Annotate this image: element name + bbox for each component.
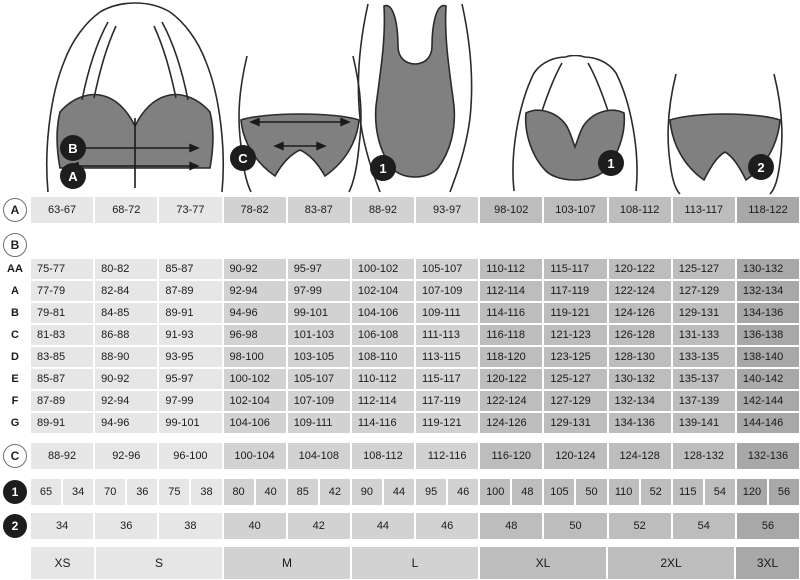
grid-cell: 124-126 xyxy=(608,302,672,324)
row-B-label-wrap xyxy=(0,232,30,258)
size-cell-l: L xyxy=(351,546,479,580)
row-A-label: A xyxy=(3,198,27,222)
grid-cell: 110-112 xyxy=(351,368,415,390)
row-1-pair xyxy=(351,478,415,506)
row-2-cell: 54 xyxy=(672,512,736,540)
row-1-cell: 120 xyxy=(736,478,768,506)
grid-cell: 118-120 xyxy=(479,346,543,368)
row-2-cell: 46 xyxy=(415,512,479,540)
grid-cell: 91-93 xyxy=(158,324,222,346)
row-sizes-cells xyxy=(30,546,800,580)
grid-cell: 90-92 xyxy=(94,368,158,390)
figure-swimsuit xyxy=(340,0,490,196)
row-1-cell: 50 xyxy=(575,478,607,506)
grid-cell: 119-121 xyxy=(543,302,607,324)
row-C-cell: 96-100 xyxy=(158,442,222,470)
grid-cell: 109-111 xyxy=(415,302,479,324)
row-A-cell: 118-122 xyxy=(736,196,800,224)
row-C-cell: 88-92 xyxy=(30,442,94,470)
grid-cell: 129-131 xyxy=(543,412,607,434)
row-2-cell: 52 xyxy=(608,512,672,540)
grid-cell: 85-87 xyxy=(158,258,222,280)
grid-cell: 122-124 xyxy=(608,280,672,302)
row-C xyxy=(0,442,800,470)
row-1-cell: 90 xyxy=(351,478,383,506)
grid-cell: 85-87 xyxy=(30,368,94,390)
size-cell-3xl: 3XL xyxy=(735,546,800,580)
row-1-cell: 38 xyxy=(190,478,222,506)
row-2 xyxy=(0,512,800,540)
grid-cell: 94-96 xyxy=(223,302,287,324)
row-C-label-wrap xyxy=(0,442,30,470)
grid-cell: 142-144 xyxy=(736,390,800,412)
grid-cell: 116-118 xyxy=(479,324,543,346)
row-1-cell: 44 xyxy=(383,478,415,506)
grid-cell: 87-89 xyxy=(30,390,94,412)
row-1-cell: 110 xyxy=(608,478,640,506)
grid-cell: 132-134 xyxy=(736,280,800,302)
grid-cell: 88-90 xyxy=(94,346,158,368)
row-1-label-wrap xyxy=(0,478,30,506)
cup-label: G xyxy=(0,412,30,434)
grid-cell: 119-121 xyxy=(415,412,479,434)
figure-bra-front xyxy=(30,0,240,196)
row-2-label-wrap xyxy=(0,512,30,540)
grid-cell: 77-79 xyxy=(30,280,94,302)
grid-cell: 105-107 xyxy=(287,368,351,390)
grid-cell: 106-108 xyxy=(351,324,415,346)
grid-cell: 114-116 xyxy=(351,412,415,434)
row-2-cell: 42 xyxy=(287,512,351,540)
grid-cell: 123-125 xyxy=(543,346,607,368)
grid-cell: 127-129 xyxy=(672,280,736,302)
grid-cell: 132-134 xyxy=(608,390,672,412)
grid-cell: 133-135 xyxy=(672,346,736,368)
grid-cell: 84-85 xyxy=(94,302,158,324)
size-cell-2xl: 2XL xyxy=(607,546,735,580)
grid-cell: 93-95 xyxy=(158,346,222,368)
cup-label: C xyxy=(0,324,30,346)
grid-cell: 124-126 xyxy=(479,412,543,434)
grid-cell: 92-94 xyxy=(94,390,158,412)
row-1-cell: 52 xyxy=(640,478,672,506)
spacer xyxy=(0,470,800,478)
badge-2-bikini-bottom: 2 xyxy=(748,154,774,180)
grid-cell: 107-109 xyxy=(287,390,351,412)
grid-cell: 97-99 xyxy=(287,280,351,302)
grid-cell: 83-85 xyxy=(30,346,94,368)
grid-row xyxy=(0,302,800,324)
row-C-cell: 108-112 xyxy=(351,442,415,470)
grid-cell: 94-96 xyxy=(94,412,158,434)
row-A-cell: 88-92 xyxy=(351,196,415,224)
grid-cell: 130-132 xyxy=(736,258,800,280)
cup-label: D xyxy=(0,346,30,368)
grid-cell: 96-98 xyxy=(223,324,287,346)
row-sizes-label-wrap xyxy=(0,546,30,580)
size-cell-m: M xyxy=(223,546,351,580)
row-1-cell: 100 xyxy=(479,478,511,506)
row-A-cell: 63-67 xyxy=(30,196,94,224)
badge-C: C xyxy=(230,145,256,171)
grid-cell: 122-124 xyxy=(479,390,543,412)
row-2-cell: 44 xyxy=(351,512,415,540)
grid-cell: 99-101 xyxy=(158,412,222,434)
spacer xyxy=(0,224,800,232)
grid-cell: 92-94 xyxy=(223,280,287,302)
grid-cell: 117-119 xyxy=(415,390,479,412)
grid-cell: 139-141 xyxy=(672,412,736,434)
figure-bikini-top xyxy=(500,55,650,195)
grid-cell: 82-84 xyxy=(94,280,158,302)
row-2-cell: 38 xyxy=(158,512,222,540)
row-1 xyxy=(0,478,800,506)
row-1-cell: 75 xyxy=(158,478,190,506)
cup-label: B xyxy=(0,302,30,324)
grid-cell: 114-116 xyxy=(479,302,543,324)
row-B-label: B xyxy=(3,233,27,257)
row-C-cell: 116-120 xyxy=(479,442,543,470)
grid-cell: 105-107 xyxy=(415,258,479,280)
grid-cell: 140-142 xyxy=(736,368,800,390)
grid-row xyxy=(0,368,800,390)
row-A xyxy=(0,196,800,224)
grid-cell: 79-81 xyxy=(30,302,94,324)
row-C-cells xyxy=(30,442,800,470)
row-C-cell: 92-96 xyxy=(94,442,158,470)
size-cell-s: S xyxy=(95,546,223,580)
row-sizes xyxy=(0,546,800,580)
row-1-cell: 56 xyxy=(768,478,800,506)
spacer xyxy=(0,434,800,442)
row-1-cell: 65 xyxy=(30,478,62,506)
grid-cell: 80-82 xyxy=(94,258,158,280)
size-cell-xs: XS xyxy=(30,546,95,580)
grid-cell: 117-119 xyxy=(543,280,607,302)
grid-cell: 101-103 xyxy=(287,324,351,346)
illustration-area xyxy=(0,0,800,196)
row-1-pair xyxy=(608,478,672,506)
row-A-cell: 108-112 xyxy=(608,196,672,224)
row-C-cell: 120-124 xyxy=(543,442,607,470)
grid-cell: 89-91 xyxy=(158,302,222,324)
row-A-cell: 93-97 xyxy=(415,196,479,224)
cup-size-grid xyxy=(0,258,800,434)
row-1-label: 1 xyxy=(3,480,27,504)
grid-cell: 112-114 xyxy=(351,390,415,412)
grid-cell: 144-146 xyxy=(736,412,800,434)
cup-label: F xyxy=(0,390,30,412)
grid-cell: 134-136 xyxy=(736,302,800,324)
row-2-cell: 34 xyxy=(30,512,94,540)
row-2-cell: 56 xyxy=(736,512,800,540)
grid-row xyxy=(0,324,800,346)
grid-cell: 135-137 xyxy=(672,368,736,390)
grid-cell: 127-129 xyxy=(543,390,607,412)
row-1-pair xyxy=(543,478,607,506)
row-1-pair xyxy=(672,478,736,506)
grid-cell: 134-136 xyxy=(608,412,672,434)
row-A-cell: 113-117 xyxy=(672,196,736,224)
grid-cell: 109-111 xyxy=(287,412,351,434)
grid-cell: 98-100 xyxy=(223,346,287,368)
grid-cell: 81-83 xyxy=(30,324,94,346)
row-2-cell: 36 xyxy=(94,512,158,540)
row-1-cell: 70 xyxy=(94,478,126,506)
grid-cell: 95-97 xyxy=(287,258,351,280)
cup-label: A xyxy=(0,280,30,302)
row-1-cells xyxy=(30,478,800,506)
grid-cell: 121-123 xyxy=(543,324,607,346)
row-A-cell: 68-72 xyxy=(94,196,158,224)
grid-cell: 113-115 xyxy=(415,346,479,368)
row-1-pair xyxy=(158,478,222,506)
grid-cell: 111-113 xyxy=(415,324,479,346)
grid-cell: 75-77 xyxy=(30,258,94,280)
row-A-cells xyxy=(30,196,800,224)
grid-cell: 112-114 xyxy=(479,280,543,302)
row-2-label: 2 xyxy=(3,514,27,538)
grid-cell: 137-139 xyxy=(672,390,736,412)
grid-cell: 108-110 xyxy=(351,346,415,368)
row-B-header xyxy=(0,232,800,258)
row-1-cell: 54 xyxy=(704,478,736,506)
size-cell-xl: XL xyxy=(479,546,607,580)
grid-cell: 120-122 xyxy=(479,368,543,390)
grid-row xyxy=(0,412,800,434)
row-1-pair xyxy=(736,478,800,506)
grid-cell: 130-132 xyxy=(608,368,672,390)
grid-cell: 129-131 xyxy=(672,302,736,324)
grid-cell: 89-91 xyxy=(30,412,94,434)
row-1-pair xyxy=(30,478,94,506)
row-C-cell: 100-104 xyxy=(223,442,287,470)
row-C-cell: 104-108 xyxy=(287,442,351,470)
grid-cell: 102-104 xyxy=(351,280,415,302)
row-A-cell: 73-77 xyxy=(158,196,222,224)
row-A-cell: 98-102 xyxy=(479,196,543,224)
row-2-cell: 50 xyxy=(543,512,607,540)
badge-1-swimsuit: 1 xyxy=(370,155,396,181)
cup-label: E xyxy=(0,368,30,390)
row-A-cell: 103-107 xyxy=(543,196,607,224)
row-1-cell: 105 xyxy=(543,478,575,506)
grid-cell: 104-106 xyxy=(351,302,415,324)
grid-cell: 120-122 xyxy=(608,258,672,280)
badge-1-bikini-top: 1 xyxy=(598,150,624,176)
grid-cell: 97-99 xyxy=(158,390,222,412)
grid-cell: 86-88 xyxy=(94,324,158,346)
grid-cell: 126-128 xyxy=(608,324,672,346)
row-1-cell: 42 xyxy=(319,478,351,506)
row-A-label-wrap xyxy=(0,196,30,224)
row-C-cell: 112-116 xyxy=(415,442,479,470)
grid-cell: 115-117 xyxy=(415,368,479,390)
cup-label: AA xyxy=(0,258,30,280)
row-A-cell: 78-82 xyxy=(223,196,287,224)
grid-cell: 128-130 xyxy=(608,346,672,368)
row-C-cell: 128-132 xyxy=(672,442,736,470)
grid-cell: 138-140 xyxy=(736,346,800,368)
grid-cell: 115-117 xyxy=(543,258,607,280)
figure-bikini-bottom xyxy=(660,72,790,196)
row-1-cell: 95 xyxy=(415,478,447,506)
row-1-cell: 48 xyxy=(511,478,543,506)
grid-row xyxy=(0,346,800,368)
row-1-cell: 40 xyxy=(255,478,287,506)
grid-cell: 95-97 xyxy=(158,368,222,390)
grid-cell: 110-112 xyxy=(479,258,543,280)
badge-A: A xyxy=(60,163,86,189)
row-1-pair xyxy=(223,478,287,506)
grid-cell: 131-133 xyxy=(672,324,736,346)
grid-cell: 87-89 xyxy=(158,280,222,302)
row-2-cell: 40 xyxy=(223,512,287,540)
grid-cell: 125-127 xyxy=(543,368,607,390)
row-1-pair xyxy=(479,478,543,506)
row-C-cell: 132-136 xyxy=(736,442,800,470)
grid-cell: 136-138 xyxy=(736,324,800,346)
row-1-pair xyxy=(415,478,479,506)
grid-cell: 100-102 xyxy=(351,258,415,280)
row-1-cell: 46 xyxy=(447,478,479,506)
grid-row xyxy=(0,390,800,412)
row-A-cell: 83-87 xyxy=(287,196,351,224)
row-1-cell: 85 xyxy=(287,478,319,506)
row-2-cell: 48 xyxy=(479,512,543,540)
row-1-cell: 34 xyxy=(62,478,94,506)
row-1-cell: 36 xyxy=(126,478,158,506)
grid-cell: 125-127 xyxy=(672,258,736,280)
badge-B: B xyxy=(60,135,86,161)
grid-cell: 99-101 xyxy=(287,302,351,324)
row-C-cell: 124-128 xyxy=(608,442,672,470)
grid-cell: 103-105 xyxy=(287,346,351,368)
grid-cell: 102-104 xyxy=(223,390,287,412)
row-1-cell: 115 xyxy=(672,478,704,506)
row-1-pair xyxy=(287,478,351,506)
grid-cell: 100-102 xyxy=(223,368,287,390)
grid-cell: 104-106 xyxy=(223,412,287,434)
grid-cell: 107-109 xyxy=(415,280,479,302)
grid-cell: 90-92 xyxy=(223,258,287,280)
grid-row xyxy=(0,280,800,302)
grid-row xyxy=(0,258,800,280)
row-1-cell: 80 xyxy=(223,478,255,506)
row-1-pair xyxy=(94,478,158,506)
row-2-cells xyxy=(30,512,800,540)
row-C-label: C xyxy=(3,444,27,468)
